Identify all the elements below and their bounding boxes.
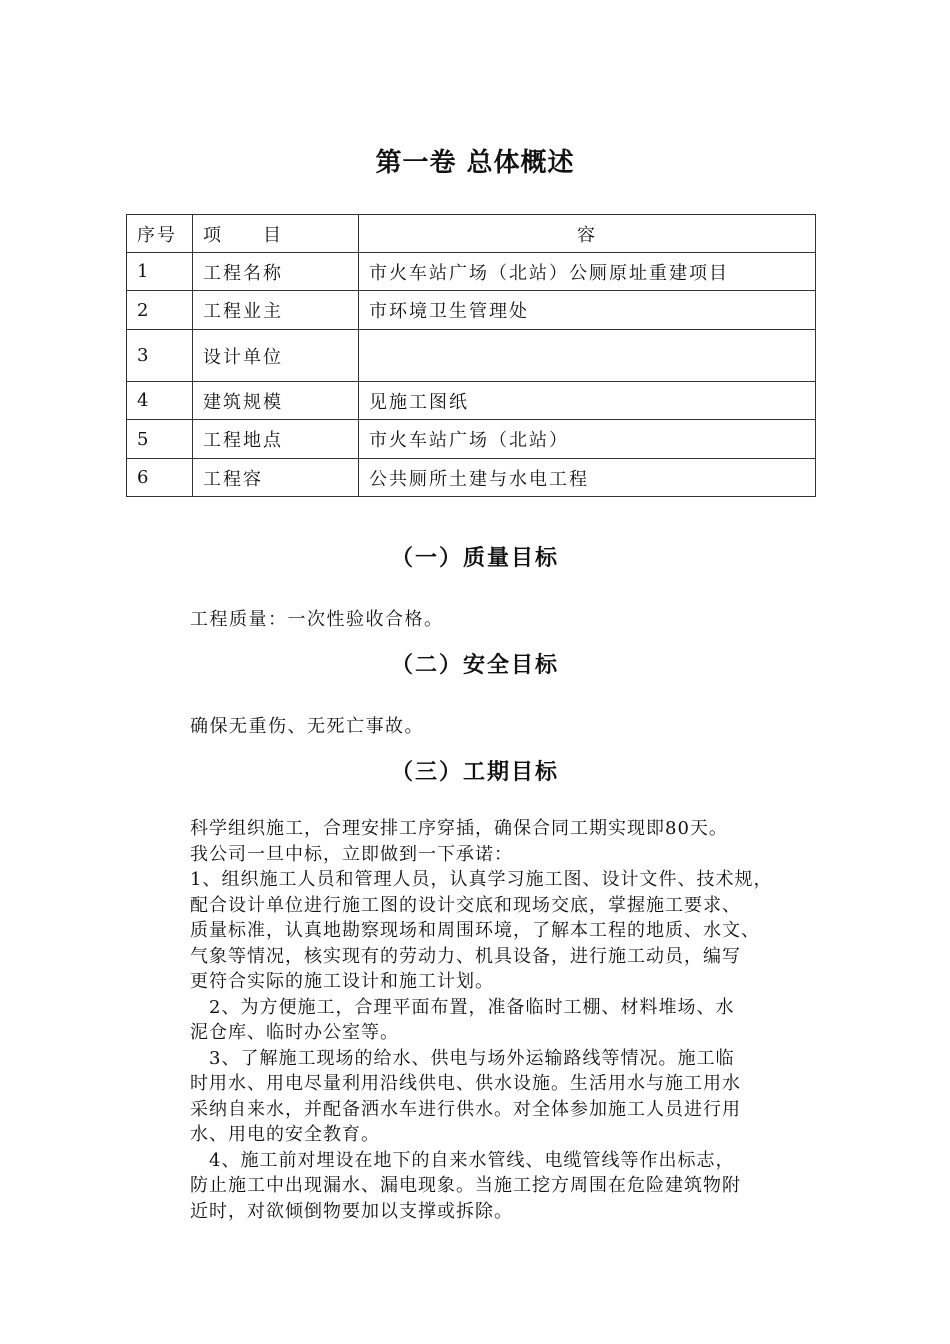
- section-heading-safety: （二）安全目标: [390, 653, 559, 678]
- header-content: 容: [359, 215, 816, 253]
- quality-text: 工程质量：一次性验收合格。: [190, 609, 444, 630]
- body-line: 时用水、用电尽量利用沿线供电、供水设施。生活用水与施工用水: [190, 1073, 741, 1094]
- cell-item: 工程容: [193, 459, 359, 497]
- cell-content: 公共厕所土建与水电工程: [359, 459, 816, 497]
- cell-content: 市火车站广场（北站）公厕原址重建项目: [359, 253, 816, 291]
- body-line: 气象等情况，核实现有的劳动力、机具设备，进行施工动员，编写: [190, 945, 741, 967]
- cell-item: 工程地点: [193, 420, 359, 459]
- cell-index: 6: [127, 459, 193, 497]
- schedule-body: [190, 816, 830, 1224]
- cell-item: 设计单位: [193, 330, 359, 382]
- cell-index: 2: [127, 291, 193, 330]
- section-heading-quality: （一）质量目标: [390, 546, 559, 571]
- body-line: 2、为方便施工，合理平面布置，准备临时工棚、材料堆场、水: [190, 996, 735, 1018]
- body-line: 近时，对欲倾倒物要加以支撑或拆除。: [190, 1200, 513, 1222]
- body-line: 采纳自来水，并配备洒水车进行供水。对全体参加施工人员进行用: [190, 1098, 741, 1120]
- body-line: 1、组织施工人员和管理人员，认真学习施工图、设计文件、技术规，: [190, 869, 773, 890]
- table-row: [127, 291, 816, 330]
- cell-index: 5: [127, 420, 193, 459]
- body-line: 更符合实际的施工设计和施工计划。: [190, 971, 494, 992]
- body-line: 泥仓库、临时办公室等。: [190, 1022, 399, 1043]
- cell-item: 工程名称: [193, 253, 359, 291]
- cell-content: 市环境卫生管理处: [359, 291, 816, 330]
- safety-text: 确保无重伤、无死亡事故。: [190, 716, 424, 737]
- body-line: 水、用电的安全教育。: [190, 1124, 380, 1145]
- cell-content: [359, 330, 816, 382]
- page-title: 第一卷 总体概述: [375, 148, 575, 178]
- table-header-row: [127, 215, 816, 253]
- body-line: 我公司一旦中标，立即做到一下承诺：: [190, 843, 513, 865]
- table-row: [127, 330, 816, 382]
- header-item: 项 目: [193, 215, 359, 253]
- body-line: 4、施工前对埋设在地下的自来水管线、电缆管线等作出标志，: [190, 1149, 735, 1171]
- cell-item: 工程业主: [193, 291, 359, 330]
- cell-content: 市火车站广场（北站）: [359, 420, 816, 459]
- cell-index: 3: [127, 330, 193, 382]
- table-row: [127, 253, 816, 291]
- body-line: 防止施工中出现漏水、漏电现象。当施工挖方周围在危险建筑物附: [190, 1175, 741, 1196]
- section-heading-schedule: （三）工期目标: [390, 760, 559, 785]
- body-line: 配合设计单位进行施工图的设计交底和现场交底，掌握施工要求、: [190, 894, 741, 916]
- cell-item: 建筑规模: [193, 382, 359, 420]
- overview-table: [126, 214, 816, 497]
- cell-index: 4: [127, 382, 193, 420]
- body-line: 3、了解施工现场的给水、供电与场外运输路线等情况。施工临: [190, 1047, 735, 1069]
- table-row: [127, 382, 816, 420]
- body-line: 质量标准，认真地勘察现场和周围环境，了解本工程的地质、水文、: [190, 920, 760, 941]
- table-row: [127, 459, 816, 497]
- cell-content: 见施工图纸: [359, 382, 816, 420]
- body-line: 科学组织施工，合理安排工序穿插，确保合同工期实现即80天。: [190, 818, 728, 839]
- table-row: [127, 420, 816, 459]
- cell-index: 1: [127, 253, 193, 291]
- header-index: 序号: [127, 215, 193, 253]
